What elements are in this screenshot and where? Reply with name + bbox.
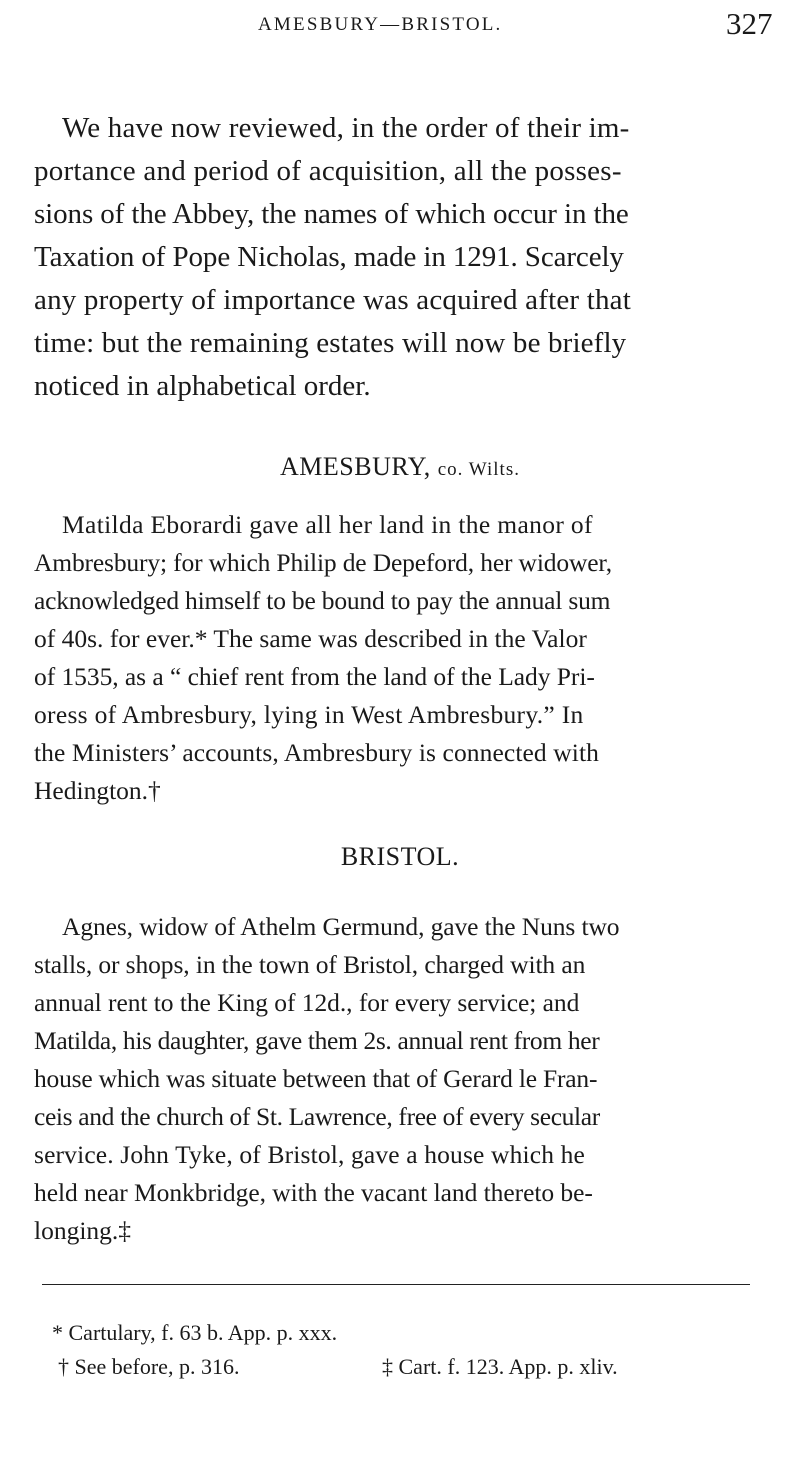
running-title: AMESBURY—BRISTOL. [258, 14, 503, 35]
bristol-line: stalls, or shops, in the town of Bristol, charged with an [34, 950, 586, 979]
bristol-line: longing.‡ [34, 1216, 132, 1245]
amesbury-line: acknowledged himself to be bound to pay the annual sum [34, 586, 611, 615]
heading-suffix: co. Wilts. [437, 459, 520, 480]
footnote-rule [42, 1284, 750, 1285]
amesbury-line: Hedington.† [34, 776, 161, 805]
amesbury-line: of 40s. for ever.* The same was described in the Valor [34, 624, 587, 653]
amesbury-line: Matilda Eborardi gave all her land in the manor of [62, 510, 593, 539]
bristol-line: service. John Tyke, of Bristol, gave a house which he [34, 1140, 585, 1169]
bristol-line: Agnes, widow of Athelm Germund, gave the Nuns two [62, 912, 620, 941]
running-head [0, 4, 800, 44]
intro-line: sions of the Abbey, the names of which occur in the [34, 198, 629, 230]
amesbury-line: oress of Ambresbury, lying in West Ambresbury.” In [34, 700, 584, 729]
bristol-line: ceis and the church of St. Lawrence, free of every secular [34, 1102, 600, 1131]
section-heading-bristol: BRISTOL. [340, 842, 460, 871]
amesbury-line: the Ministers’ accounts, Ambresbury is connected with [34, 738, 599, 767]
intro-line: Taxation of Pope Nicholas, made in 1291. Scarcely [34, 241, 624, 273]
amesbury-line: Ambresbury; for which Philip de Depeford, her widower, [34, 548, 612, 577]
heading-title: AMESBURY, [280, 452, 431, 481]
amesbury-line: of 1535, as a “ chief rent from the land of the Lady Pri- [34, 662, 595, 691]
footnote-1: * Cartulary, f. 63 b. App. p. xxx. [52, 1320, 338, 1345]
footnote-3: ‡ Cart. f. 123. App. p. xliv. [382, 1354, 618, 1379]
intro-line: We have now reviewed, in the order of their im- [62, 112, 630, 144]
section-heading-amesbury [0, 452, 800, 482]
bristol-line: held near Monkbridge, with the vacant land thereto be- [34, 1178, 593, 1207]
bristol-line: Matilda, his daughter, gave them 2s. annual rent from her [34, 1026, 600, 1055]
bristol-line: house which was situate between that of Gerard le Fran- [34, 1064, 598, 1093]
intro-line: any property of importance was acquired after that [34, 284, 631, 316]
intro-line: noticed in alphabetical order. [34, 370, 371, 402]
intro-line: portance and period of acquisition, all the posses- [34, 155, 622, 187]
page-number: 327 [726, 6, 773, 41]
intro-line: time: but the remaining estates will now be briefly [34, 327, 627, 359]
bristol-line: annual rent to the King of 12d., for every service; and [34, 988, 580, 1017]
footnote-2: † See before, p. 316. [58, 1354, 240, 1379]
